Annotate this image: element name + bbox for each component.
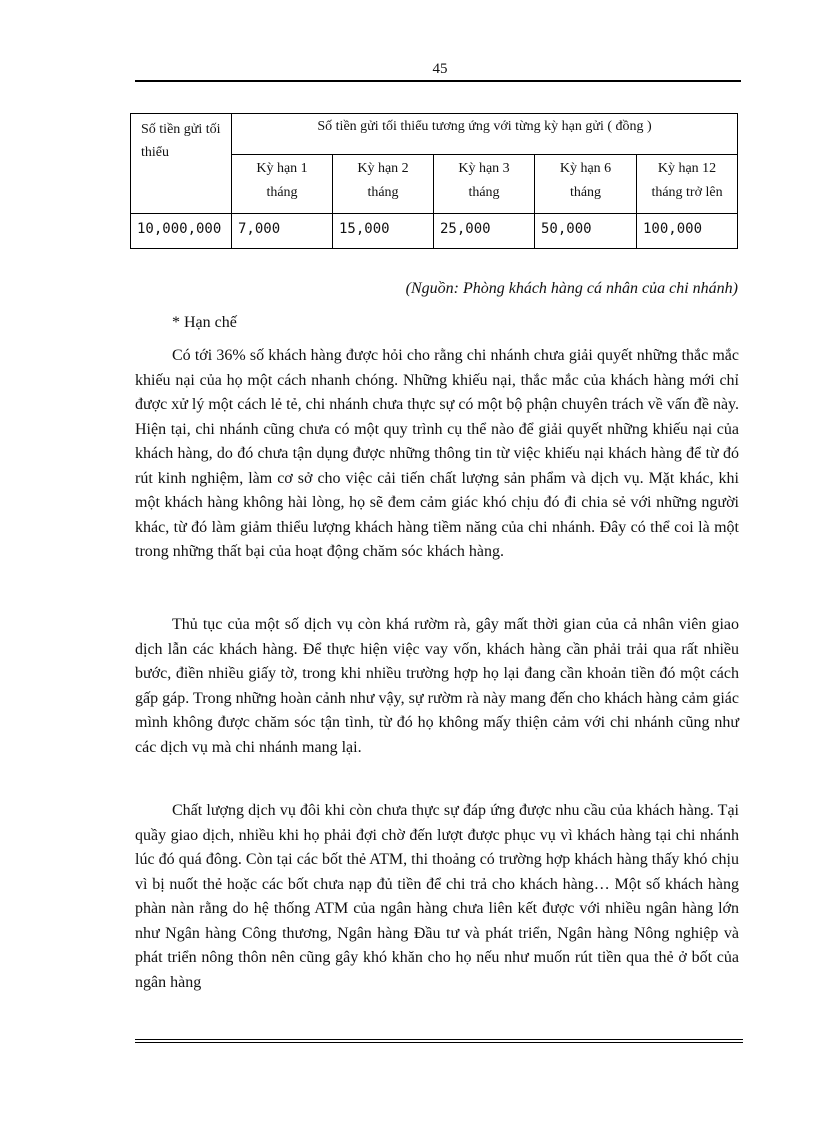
table-cell: 100,000 [637,214,738,249]
paragraph: Chất lượng dịch vụ đôi khi còn chưa thực sự đáp ứng được nhu cầu của khách hàng. Tại quầy giao dịch, nhiều khi họ phải đợi chờ đến lượt được phục vụ vì khách hàng tại chi nhánh lúc đó quá đông. Còn tại các bốt thẻ ATM, thi thoảng có trường hợp khách hàng thấy khó chịu vì bị nuốt thẻ hoặc các bốt chưa nạp đủ tiền để chi trả cho khách hàng… Một số khách hàng phàn nàn rằng do hệ thống ATM của ngân hàng chưa liên kết được với nhiều ngân hàng lớn như Ngân hàng Công thương, Ngân hàng Đầu tư và phát triển, Ngân hàng Nông nghiệp và phát triển nông thôn nên cũng gây khó khăn cho họ nếu như muốn rút tiền qua thẻ ở bốt của ngân hàng [135,802,739,991]
source-note: (Nguồn: Phòng khách hàng cá nhân của chi nhánh) [405,280,738,297]
table-cell: 7,000 [232,214,333,249]
paragraph: Có tới 36% số khách hàng được hỏi cho rằng chi nhánh chưa giải quyết những thắc mắc khiếu nại của họ một cách nhanh chóng. Những khiếu nại, thắc mắc của khách hàng mới chỉ được xử lý một cách lẻ tẻ, chi nhánh chưa thực sự có một bộ phận chuyên trách về vấn đề này. Hiện tại, chi nhánh cũng chưa có một quy trình cụ thể nào để giải quyết những khiếu nại của khách hàng, do đó chưa tận dụng được những thông tin từ việc khiếu nại khách hàng để từ đó rút kinh nghiệm, làm cơ sở cho việc cải tiến chất lượng sản phẩm và dịch vụ. Mặt khác, khi một khách hàng không hài lòng, họ sẽ đem cảm giác khó chịu đó đi chia sẻ với những người khác, từ đó làm giảm thiểu lượng khách hàng tiềm năng của chi nhánh. Đây có thể coi là một trong những thất bại của hoạt động chăm sóc khách hàng. [135,347,739,560]
term-header-4: Kỳ hạn 6 tháng [535,155,637,214]
section-heading: * Hạn chế [172,314,237,331]
table-cell: 10,000,000 [131,214,232,249]
deposit-table [130,113,738,249]
term-header-1: Kỳ hạn 1 tháng [232,155,333,214]
header-term-span: Số tiền gửi tối thiểu tương ứng với từng kỳ hạn gửi ( đồng ) [232,114,738,155]
term-header-5: Kỳ hạn 12 tháng trở lên [637,155,738,214]
table-cell: 15,000 [333,214,434,249]
table-cell: 25,000 [434,214,535,249]
header-rule [135,80,741,82]
table-cell: 50,000 [535,214,637,249]
footer-rule [135,1039,743,1040]
table-header-row [131,114,738,155]
header-min-deposit: Số tiền gửi tối thiểu [131,114,232,214]
paragraph: Thủ tục của một số dịch vụ còn khá rườm rà, gây mất thời gian của cả nhân viên giao dịch lẫn các khách hàng. Để thực hiện việc vay vốn, khách hàng cần phải trải qua rất nhiều bước, điền nhiều giấy tờ, trong khi nhiều trường hợp họ lại đang cần khoản tiền đó một cách gấp gáp. Trong những hoàn cảnh như vậy, sự rườm rà này mang đến cho khách hàng cảm giác mình không được chăm sóc tận tình, từ đó họ không mấy thiện cảm với chi nhánh cũng như các dịch vụ mà chi nhánh mang lại. [135,616,739,756]
term-header-3: Kỳ hạn 3 tháng [434,155,535,214]
table-row [131,214,738,249]
term-header-2: Kỳ hạn 2 tháng [333,155,434,214]
page-number: 45 [432,61,448,77]
footer-rule [135,1042,743,1043]
